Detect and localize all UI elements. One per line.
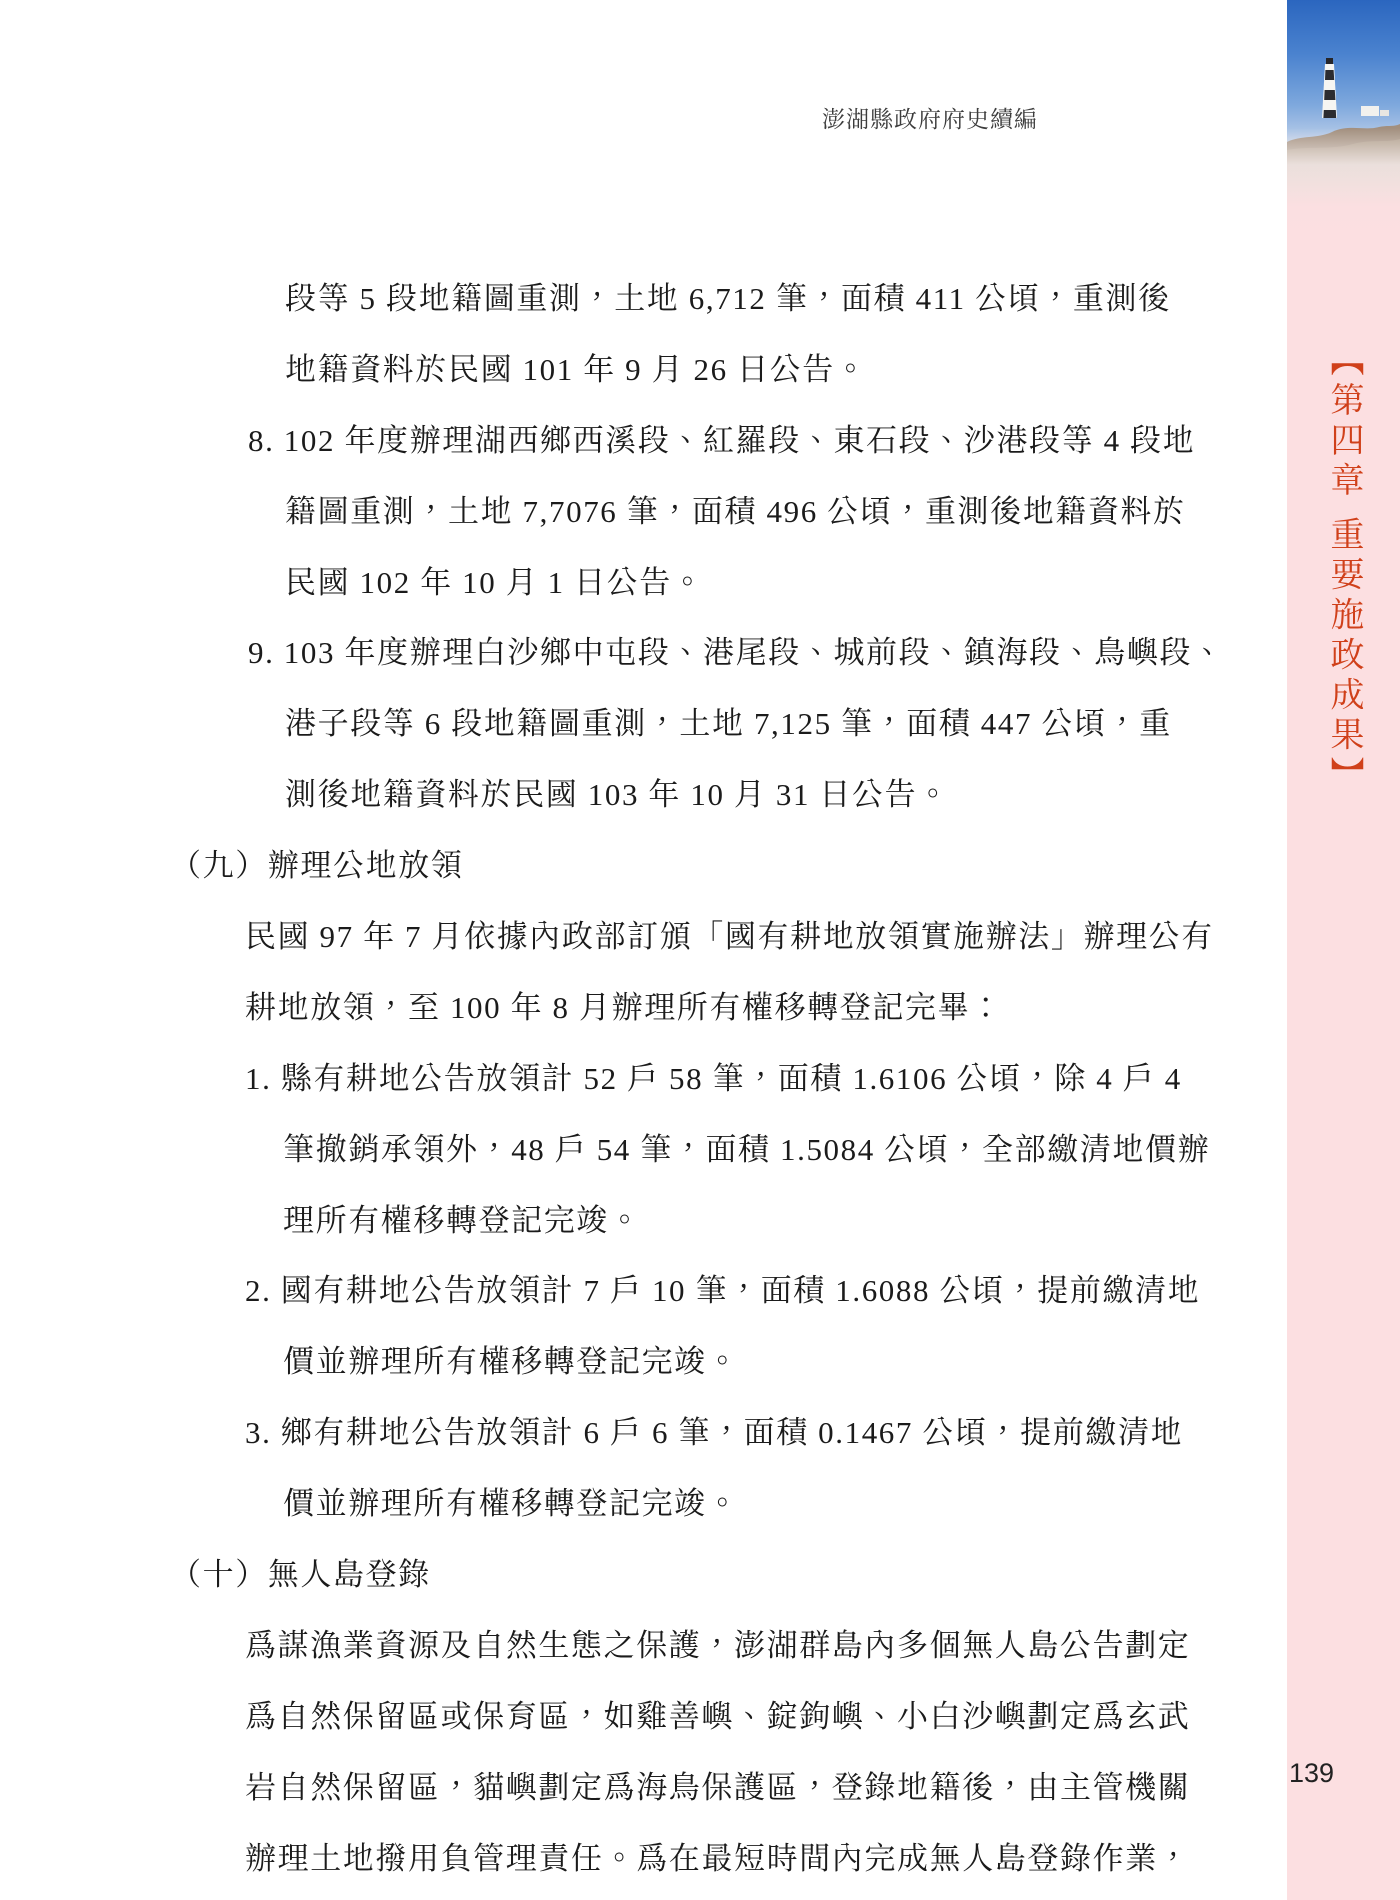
text-line: 民國 97 年 7 月依據內政部訂頒「國有耕地放領實施辦法」辦理公有 — [245, 919, 1214, 955]
text-line: 地籍資料於民國 101 年 9 月 26 日公告。 — [285, 351, 868, 387]
text-line: 民國 102 年 10 月 1 日公告。 — [285, 564, 705, 600]
lighthouse-photo-icon — [1287, 0, 1400, 250]
text-line: 測後地籍資料於民國 103 年 10 月 31 日公告。 — [285, 777, 950, 813]
text-line: 價並辦理所有權移轉登記完竣。 — [283, 1486, 740, 1522]
chapter-sidebar — [1287, 0, 1400, 1900]
section-heading: （十）無人島登錄 — [170, 1557, 431, 1593]
text-line: 段等 5 段地籍圖重測，土地 6,712 筆，面積 411 公頃，重測後 — [285, 281, 1171, 316]
text-line: 爲自然保留區或保育區，如雞善嶼、錠鉤嶼、小白沙嶼劃定爲玄武 — [245, 1698, 1191, 1734]
body-text — [0, 264, 1260, 1894]
chapter-banner — [1287, 342, 1400, 802]
text-line: 籍圖重測，土地 7,7076 筆，面積 496 公頃，重測後地籍資料於 — [285, 493, 1186, 529]
section-heading: （九）辦理公地放領 — [170, 848, 464, 884]
text-line: 8. 102 年度辦理湖西鄉西溪段、紅羅段、東石段、沙港段等 4 段地 — [248, 422, 1196, 458]
text-line: 爲謀漁業資源及自然生態之保護，澎湖群島內多個無人島公告劃定 — [245, 1627, 1191, 1663]
chapter-banner-label: 【第四章 重要施政成果】 — [1325, 342, 1362, 797]
text-line: 3. 鄉有耕地公告放領計 6 戶 6 筆，面積 0.1467 公頃，提前繳清地 — [245, 1415, 1184, 1451]
text-line: 2. 國有耕地公告放領計 7 戶 10 筆，面積 1.6088 公頃，提前繳清地 — [245, 1273, 1201, 1309]
text-line: 耕地放領，至 100 年 8 月辦理所有權移轉登記完畢： — [245, 989, 1003, 1025]
text-line: 港子段等 6 段地籍圖重測，土地 7,125 筆，面積 447 公頃，重 — [285, 706, 1172, 742]
text-line: 價並辦理所有權移轉登記完竣。 — [283, 1344, 740, 1380]
page-number: 139 — [1289, 1758, 1335, 1788]
text-line: 岩自然保留區，貓嶼劃定爲海鳥保護區，登錄地籍後，由主管機關 — [245, 1769, 1191, 1805]
running-header-title: 澎湖縣政府府史續編 — [822, 106, 1038, 132]
text-line: 9. 103 年度辦理白沙鄉中屯段、港尾段、城前段、鎮海段、鳥嶼段、 — [248, 635, 1225, 671]
text-line: 辦理土地撥用負管理責任。爲在最短時間內完成無人島登錄作業， — [245, 1840, 1191, 1876]
text-line: 筆撤銷承領外，48 戶 54 筆，面積 1.5084 公頃，全部繳清地價辦 — [283, 1131, 1211, 1167]
text-line: 理所有權移轉登記完竣。 — [283, 1202, 642, 1238]
text-line: 1. 縣有耕地公告放領計 52 戶 58 筆，面積 1.6106 公頃，除 4 戶 4 — [245, 1060, 1182, 1096]
